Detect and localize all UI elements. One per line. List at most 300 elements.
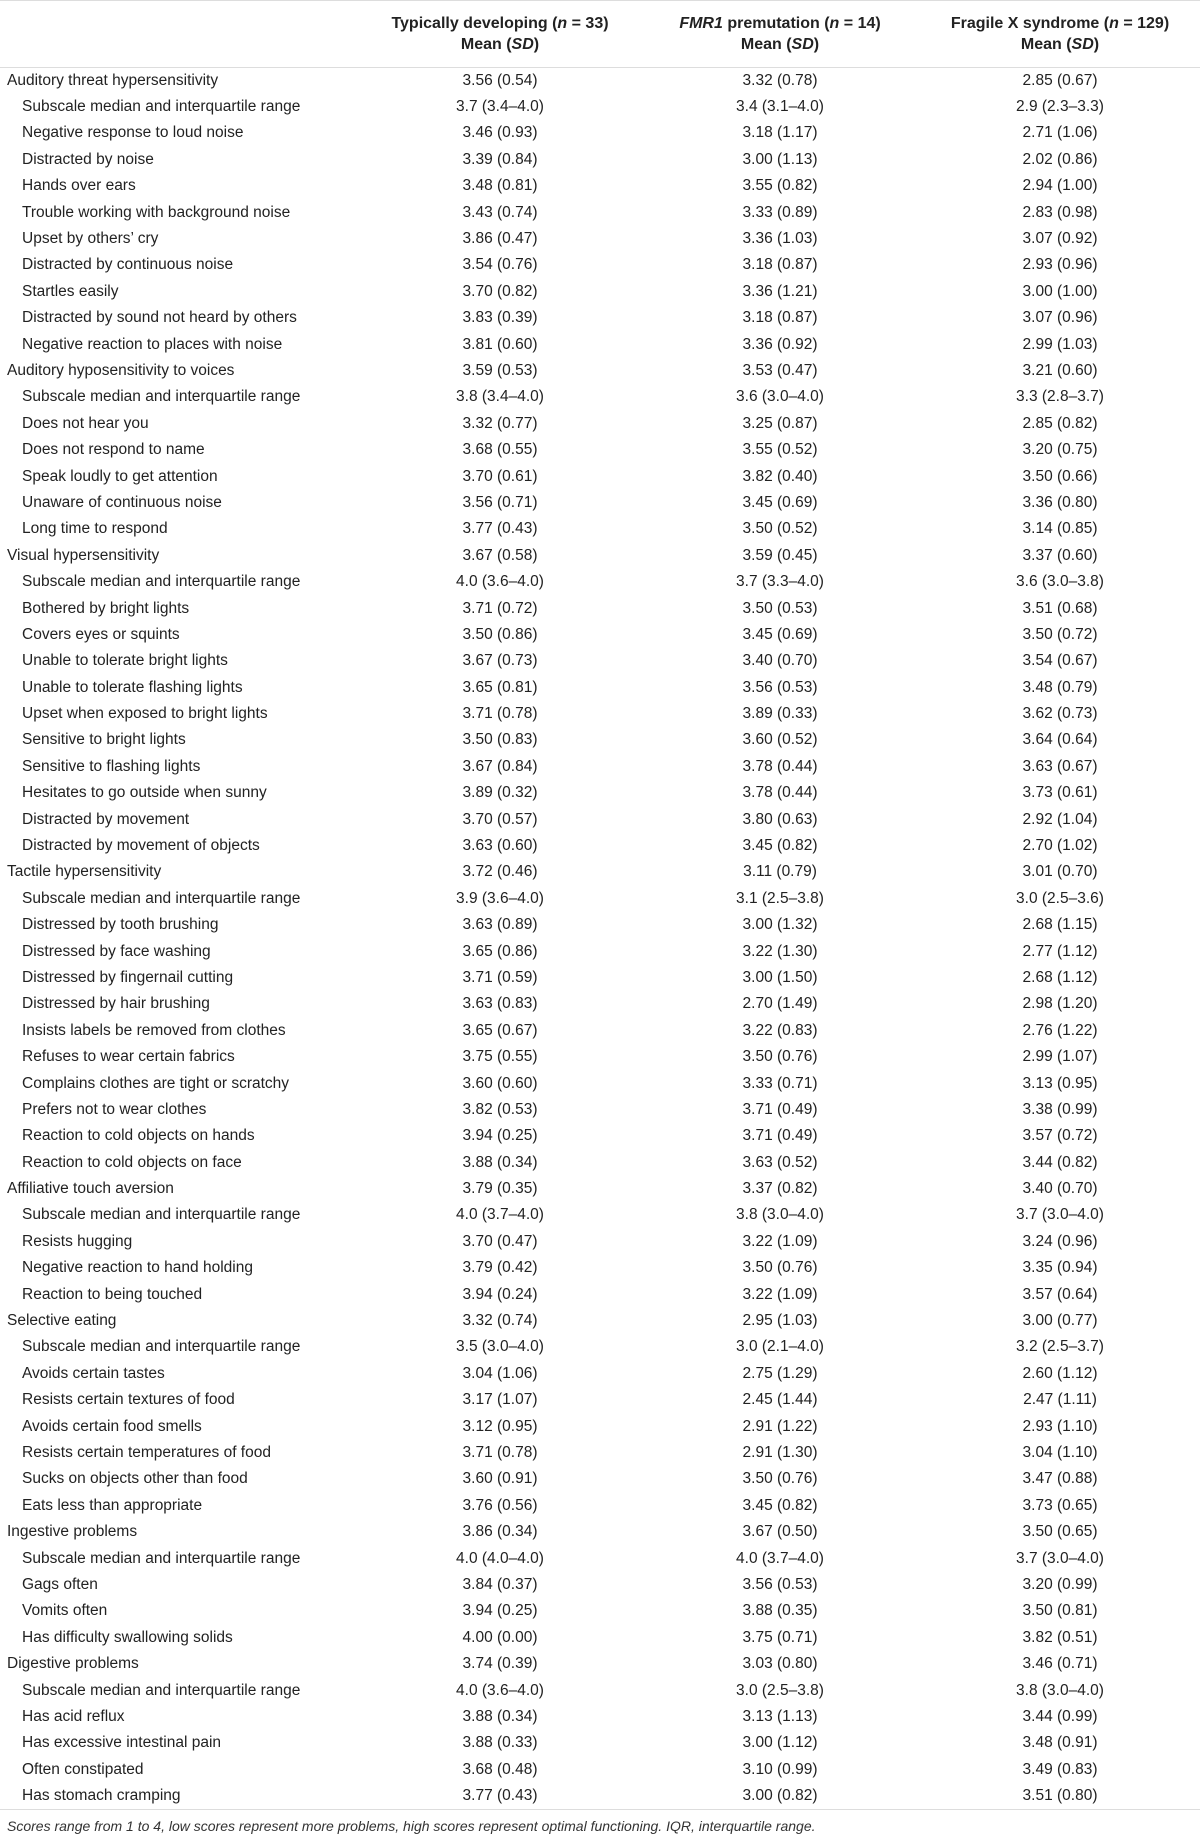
premutation-value: 3.45 (0.82) <box>742 1496 818 1514</box>
row-label: Speak loudly to get attention <box>22 467 218 485</box>
premutation-value: 3.0 (2.1–4.0) <box>736 1338 824 1356</box>
premutation-value: 3.60 (0.52) <box>742 731 818 749</box>
typically-developing-value: 3.8 (3.4–4.0) <box>456 388 544 406</box>
fragile-x-value: 2.98 (1.20) <box>1022 995 1098 1013</box>
typically-developing-value: 3.76 (0.56) <box>462 1496 538 1514</box>
typically-developing-value: 3.70 (0.82) <box>462 282 538 300</box>
table-row-item <box>0 437 1200 463</box>
premutation-value: 3.00 (1.12) <box>742 1734 818 1752</box>
row-label: Unable to tolerate flashing lights <box>22 678 243 696</box>
fragile-x-value: 2.99 (1.03) <box>1022 335 1098 353</box>
typically-developing-value: 3.79 (0.42) <box>462 1259 538 1277</box>
typically-developing-value: 3.88 (0.34) <box>462 1153 538 1171</box>
premutation-value: 2.91 (1.22) <box>742 1417 818 1435</box>
typically-developing-value: 3.67 (0.58) <box>462 546 538 564</box>
premutation-value: 3.37 (0.82) <box>742 1180 818 1198</box>
row-label: Startles easily <box>22 282 119 300</box>
fragile-x-value: 2.76 (1.22) <box>1022 1021 1098 1039</box>
premutation-value: 3.45 (0.69) <box>742 625 818 643</box>
typically-developing-value: 3.70 (0.61) <box>462 467 538 485</box>
premutation-value: 3.00 (1.50) <box>742 968 818 986</box>
row-label: Resists certain temperatures of food <box>22 1444 271 1461</box>
typically-developing-value: 3.70 (0.47) <box>462 1232 538 1250</box>
row-label: Subscale median and interquartile range <box>22 1681 301 1699</box>
premutation-value: 3.10 (0.99) <box>742 1760 818 1778</box>
row-label: Distracted by noise <box>22 150 154 168</box>
table-row-item <box>0 1123 1200 1149</box>
premutation-value: 2.70 (1.49) <box>742 995 818 1013</box>
row-label: Upset by others’ cry <box>22 230 159 248</box>
header-pm-gene: FMR1 <box>679 15 723 32</box>
fragile-x-value: 3.7 (3.0–4.0) <box>1016 1549 1104 1567</box>
fragile-x-value: 3.57 (0.72) <box>1022 1127 1098 1145</box>
fragile-x-value: 3.51 (0.80) <box>920 1783 1200 1809</box>
premutation-value: 3.18 (0.87) <box>742 256 818 274</box>
header-fxs-sub: Mean ( <box>1020 36 1072 53</box>
table-row-item <box>0 1255 1200 1281</box>
table-row-item <box>0 120 1200 146</box>
row-label: Sensitive to flashing lights <box>22 757 201 775</box>
typically-developing-value: 3.94 (0.25) <box>462 1602 538 1620</box>
fragile-x-value: 3.07 (0.96) <box>1022 309 1098 327</box>
row-label: Reaction to cold objects on hands <box>22 1127 255 1145</box>
premutation-value: 3.22 (1.09) <box>742 1232 818 1250</box>
header-fxs-count: = 129) <box>1118 15 1170 32</box>
table-row-domain <box>0 1308 1200 1334</box>
fragile-x-value: 3.54 (0.67) <box>1022 652 1098 670</box>
premutation-value: 3.71 (0.49) <box>742 1100 818 1118</box>
premutation-value: 3.88 (0.35) <box>742 1602 818 1620</box>
fragile-x-value: 2.60 (1.12) <box>1022 1364 1098 1382</box>
row-label: Subscale median and interquartile range <box>22 1549 301 1567</box>
header-fxs-group: Fragile X syndrome <box>950 15 1100 32</box>
table-row-item <box>0 1229 1200 1255</box>
typically-developing-value: 3.54 (0.76) <box>462 256 538 274</box>
header-fxs-sd: SD <box>1071 36 1094 53</box>
typically-developing-value: 3.74 (0.39) <box>462 1655 538 1673</box>
fragile-x-value: 2.92 (1.04) <box>1022 810 1098 828</box>
fragile-x-value: 3.62 (0.73) <box>1022 705 1098 723</box>
header-td-close: ) <box>533 36 540 53</box>
fragile-x-value: 3.20 (0.99) <box>1022 1575 1098 1593</box>
table-row-item <box>0 1387 1200 1413</box>
header-typically-developing: Typically developing (n = 33) Mean (SD) <box>360 1 640 68</box>
premutation-value: 3.03 (0.80) <box>742 1655 818 1673</box>
premutation-value: 3.78 (0.44) <box>742 757 818 775</box>
fragile-x-value: 2.93 (0.96) <box>1022 256 1098 274</box>
fragile-x-value: 3.01 (0.70) <box>1022 863 1098 881</box>
table-row-median <box>0 1202 1200 1228</box>
table-row-item <box>0 1018 1200 1044</box>
typically-developing-value: 3.82 (0.53) <box>462 1100 538 1118</box>
table-row-item <box>0 1361 1200 1387</box>
row-label: Does not respond to name <box>22 441 205 459</box>
premutation-value: 3.00 (1.13) <box>742 150 818 168</box>
premutation-value: 3.50 (0.76) <box>742 1048 818 1066</box>
premutation-value: 3.40 (0.70) <box>742 652 818 670</box>
premutation-value: 3.59 (0.45) <box>742 546 818 564</box>
table-row-domain <box>0 859 1200 885</box>
row-label: Auditory threat hypersensitivity <box>7 71 219 89</box>
header-row <box>0 1 1200 68</box>
table-row-item <box>0 701 1200 727</box>
table-row-domain <box>0 1176 1200 1202</box>
premutation-value: 3.22 (1.30) <box>742 942 818 960</box>
typically-developing-value: 4.0 (4.0–4.0) <box>456 1549 544 1567</box>
row-label: Distressed by tooth brushing <box>22 916 219 934</box>
fragile-x-value: 3.48 (0.91) <box>1022 1734 1098 1752</box>
premutation-value: 3.53 (0.47) <box>742 361 818 379</box>
premutation-value: 3.18 (1.17) <box>742 124 818 142</box>
typically-developing-value: 3.12 (0.95) <box>462 1417 538 1435</box>
typically-developing-value: 3.71 (0.72) <box>462 599 538 617</box>
typically-developing-value: 3.50 (0.86) <box>462 625 538 643</box>
fragile-x-value: 3.38 (0.99) <box>1022 1100 1098 1118</box>
fragile-x-value: 3.46 (0.71) <box>1022 1655 1098 1673</box>
row-label: Ingestive problems <box>7 1523 138 1541</box>
fragile-x-value: 3.8 (3.0–4.0) <box>1016 1681 1104 1699</box>
table-row-item <box>0 1150 1200 1176</box>
fragile-x-value: 3.2 (2.5–3.7) <box>1016 1338 1104 1356</box>
fragile-x-value: 3.50 (0.72) <box>1022 625 1098 643</box>
row-label: Distressed by face washing <box>22 942 211 960</box>
typically-developing-value: 4.0 (3.6–4.0) <box>456 573 544 591</box>
premutation-value: 3.80 (0.63) <box>742 810 818 828</box>
table-row-item <box>0 595 1200 621</box>
table-row-median <box>0 886 1200 912</box>
header-td-sub: Mean ( <box>460 36 512 53</box>
table-row-item <box>0 463 1200 489</box>
table-header <box>0 1 1200 68</box>
row-label: Distracted by movement <box>22 810 190 828</box>
table-row-item <box>0 727 1200 753</box>
typically-developing-value: 3.67 (0.73) <box>462 652 538 670</box>
typically-developing-value: 3.9 (3.6–4.0) <box>456 889 544 907</box>
premutation-value: 4.0 (3.7–4.0) <box>736 1549 824 1567</box>
fragile-x-value: 2.68 (1.12) <box>1022 968 1098 986</box>
table-row-item <box>0 1440 1200 1466</box>
table-row-domain <box>0 1651 1200 1677</box>
header-td-group: Typically developing <box>391 15 548 32</box>
typically-developing-value: 3.70 (0.57) <box>462 810 538 828</box>
table-row-item <box>0 806 1200 832</box>
typically-developing-value: 3.68 (0.55) <box>462 441 538 459</box>
fragile-x-value: 3.64 (0.64) <box>1022 731 1098 749</box>
premutation-value: 3.82 (0.40) <box>742 467 818 485</box>
table-row-item <box>0 912 1200 938</box>
row-label: Avoids certain tastes <box>22 1364 165 1382</box>
typically-developing-value: 3.65 (0.67) <box>462 1021 538 1039</box>
fragile-x-value: 2.02 (0.86) <box>1022 150 1098 168</box>
premutation-value: 3.45 (0.82) <box>742 837 818 855</box>
typically-developing-value: 3.67 (0.84) <box>462 757 538 775</box>
typically-developing-value: 3.68 (0.48) <box>462 1760 538 1778</box>
row-label: Subscale median and interquartile range <box>22 1338 301 1356</box>
premutation-value: 3.50 (0.76) <box>742 1470 818 1488</box>
row-label: Trouble working with background noise <box>22 203 291 221</box>
typically-developing-value: 3.43 (0.74) <box>462 203 538 221</box>
table-body <box>0 68 1200 1810</box>
typically-developing-value: 3.88 (0.34) <box>462 1707 538 1725</box>
typically-developing-value: 3.46 (0.93) <box>462 124 538 142</box>
header-pm-sub: Mean ( <box>740 36 792 53</box>
fragile-x-value: 3.21 (0.60) <box>1022 361 1098 379</box>
table-row-item <box>0 490 1200 516</box>
row-label: Hesitates to go outside when sunny <box>22 784 267 802</box>
premutation-value: 3.6 (3.0–4.0) <box>736 388 824 406</box>
row-label: Distressed by hair brushing <box>22 995 210 1013</box>
premutation-value: 3.56 (0.53) <box>742 1575 818 1593</box>
premutation-value: 3.22 (1.09) <box>742 1285 818 1303</box>
premutation-value: 3.7 (3.3–4.0) <box>736 573 824 591</box>
typically-developing-value: 3.04 (1.06) <box>462 1364 538 1382</box>
table-row-item <box>0 279 1200 305</box>
fragile-x-value: 3.47 (0.88) <box>1022 1470 1098 1488</box>
row-label: Covers eyes or squints <box>22 625 180 643</box>
row-label: Does not hear you <box>22 414 149 432</box>
fragile-x-value: 3.37 (0.60) <box>1022 546 1098 564</box>
fragile-x-value: 3.48 (0.79) <box>1022 678 1098 696</box>
typically-developing-value: 3.86 (0.34) <box>462 1523 538 1541</box>
fragile-x-value: 3.20 (0.75) <box>1022 441 1098 459</box>
table-row-item <box>0 1097 1200 1123</box>
typically-developing-value: 3.63 (0.60) <box>462 837 538 855</box>
table-row-item <box>0 991 1200 1017</box>
typically-developing-value: 3.56 (0.54) <box>462 71 538 89</box>
typically-developing-value: 3.71 (0.78) <box>462 705 538 723</box>
row-label: Visual hypersensitivity <box>7 546 160 564</box>
fragile-x-value: 3.04 (1.10) <box>1022 1444 1098 1461</box>
premutation-value: 3.32 (0.78) <box>742 71 818 89</box>
table-row-item <box>0 1070 1200 1096</box>
table-row-item <box>0 226 1200 252</box>
typically-developing-value: 3.84 (0.37) <box>462 1575 538 1593</box>
header-pm-count: = 14) <box>839 15 881 32</box>
table-row-item <box>0 1625 1200 1651</box>
fragile-x-value: 3.50 (0.66) <box>1022 467 1098 485</box>
typically-developing-value: 4.0 (3.6–4.0) <box>456 1681 544 1699</box>
fragile-x-value: 3.40 (0.70) <box>1022 1180 1098 1198</box>
premutation-value: 3.00 (0.82) <box>640 1783 920 1809</box>
row-label: Negative reaction to hand holding <box>22 1259 253 1277</box>
fragile-x-value: 3.50 (0.65) <box>1022 1523 1098 1541</box>
premutation-value: 3.36 (1.03) <box>742 230 818 248</box>
row-label: Upset when exposed to bright lights <box>22 705 268 723</box>
table-row-item <box>0 199 1200 225</box>
row-label: Digestive problems <box>7 1655 139 1673</box>
premutation-value: 3.25 (0.87) <box>742 414 818 432</box>
typically-developing-value: 3.7 (3.4–4.0) <box>456 98 544 116</box>
typically-developing-value: 3.72 (0.46) <box>462 863 538 881</box>
header-item-column <box>0 1 360 68</box>
fragile-x-value: 3.36 (0.80) <box>1022 493 1098 511</box>
typically-developing-value: 3.48 (0.81) <box>462 177 538 195</box>
typically-developing-value: 3.39 (0.84) <box>462 150 538 168</box>
premutation-value: 3.4 (3.1–4.0) <box>736 98 824 116</box>
fragile-x-value: 3.07 (0.92) <box>1022 230 1098 248</box>
header-fxs-n: n <box>1109 15 1119 32</box>
premutation-value: 3.55 (0.82) <box>742 177 818 195</box>
fragile-x-value: 2.71 (1.06) <box>1022 124 1098 142</box>
table-row-item <box>0 516 1200 542</box>
table-row-item <box>0 1730 1200 1756</box>
typically-developing-value: 4.00 (0.00) <box>462 1628 538 1646</box>
typically-developing-value: 3.77 (0.43) <box>360 1783 640 1809</box>
premutation-value: 3.0 (2.5–3.8) <box>736 1681 824 1699</box>
premutation-value: 3.1 (2.5–3.8) <box>736 889 824 907</box>
row-label: Unable to tolerate bright lights <box>22 652 228 670</box>
row-label: Has difficulty swallowing solids <box>22 1628 233 1646</box>
typically-developing-value: 3.50 (0.83) <box>462 731 538 749</box>
table-row-item <box>0 938 1200 964</box>
row-label: Often constipated <box>22 1760 144 1778</box>
typically-developing-value: 3.71 (0.59) <box>462 968 538 986</box>
table-row-domain <box>0 68 1200 94</box>
premutation-value: 3.00 (1.32) <box>742 916 818 934</box>
row-label: Vomits often <box>22 1602 108 1620</box>
premutation-value: 3.50 (0.52) <box>742 520 818 538</box>
table-row-item <box>0 780 1200 806</box>
table-row-item <box>0 965 1200 991</box>
fragile-x-value: 2.68 (1.15) <box>1022 916 1098 934</box>
typically-developing-value: 3.17 (1.07) <box>462 1391 538 1409</box>
header-fragile-x: Fragile X syndrome (n = 129) Mean (SD) <box>920 1 1200 68</box>
table-row-item <box>0 1044 1200 1070</box>
fragile-x-value: 3.73 (0.61) <box>1022 784 1098 802</box>
row-label: Refuses to wear certain fabrics <box>22 1048 235 1066</box>
table-row-item <box>0 1413 1200 1439</box>
fragile-x-value: 2.85 (0.82) <box>1022 414 1098 432</box>
premutation-value: 3.18 (0.87) <box>742 309 818 327</box>
table-footnote: Scores range from 1 to 4, low scores represent more problems, high scores represent optimal functioning. IQR, interquartile range. <box>7 1818 816 1834</box>
row-label: Tactile hypersensitivity <box>7 863 162 881</box>
typically-developing-value: 3.94 (0.25) <box>462 1127 538 1145</box>
fragile-x-value: 2.70 (1.02) <box>1022 837 1098 855</box>
table-row-item <box>0 411 1200 437</box>
premutation-value: 3.50 (0.53) <box>742 599 818 617</box>
row-label: Eats less than appropriate <box>22 1496 203 1514</box>
table-row-item <box>0 173 1200 199</box>
row-label: Negative reaction to places with noise <box>22 335 283 353</box>
row-label: Distracted by movement of objects <box>22 837 260 855</box>
fragile-x-value: 3.6 (3.0–3.8) <box>1016 573 1104 591</box>
table-row-median <box>0 1677 1200 1703</box>
premutation-value: 2.95 (1.03) <box>742 1312 818 1330</box>
fragile-x-value: 2.77 (1.12) <box>1022 942 1098 960</box>
row-label: Has stomach cramping <box>0 1783 360 1809</box>
header-fmr1-premutation <box>640 1 920 68</box>
row-label: Resists hugging <box>22 1232 133 1250</box>
typically-developing-value: 3.32 (0.77) <box>462 414 538 432</box>
typically-developing-value: 4.0 (3.7–4.0) <box>456 1206 544 1224</box>
premutation-value: 3.55 (0.52) <box>742 441 818 459</box>
typically-developing-value: 3.71 (0.78) <box>462 1444 538 1461</box>
table-row-item <box>0 305 1200 331</box>
table-row-item <box>0 1757 1200 1783</box>
fragile-x-value: 3.35 (0.94) <box>1022 1259 1098 1277</box>
header-fxs-close: ) <box>1093 36 1100 53</box>
header-pm-rest: premutation ( <box>722 15 830 32</box>
premutation-value: 3.56 (0.53) <box>742 678 818 696</box>
fragile-x-value: 3.00 (0.77) <box>1022 1312 1098 1330</box>
row-label: Unaware of continuous noise <box>22 493 222 511</box>
typically-developing-value: 3.32 (0.74) <box>462 1312 538 1330</box>
fragile-x-value: 3.50 (0.81) <box>1022 1602 1098 1620</box>
row-label: Has excessive intestinal pain <box>22 1734 222 1752</box>
premutation-value: 3.36 (1.21) <box>742 282 818 300</box>
premutation-value: 2.45 (1.44) <box>742 1391 818 1409</box>
typically-developing-value: 3.65 (0.86) <box>462 942 538 960</box>
premutation-value: 2.91 (1.30) <box>742 1444 818 1461</box>
premutation-value: 3.67 (0.50) <box>742 1523 818 1541</box>
table-row-domain <box>0 358 1200 384</box>
premutation-value: 3.78 (0.44) <box>742 784 818 802</box>
typically-developing-value: 3.56 (0.71) <box>462 493 538 511</box>
row-label: Complains clothes are tight or scratchy <box>22 1074 290 1092</box>
row-label: Avoids certain food smells <box>22 1417 202 1435</box>
typically-developing-value: 3.60 (0.60) <box>462 1074 538 1092</box>
premutation-value: 2.75 (1.29) <box>742 1364 818 1382</box>
table-row-item <box>0 1493 1200 1519</box>
table-row-item <box>0 754 1200 780</box>
row-label: Subscale median and interquartile range <box>22 1206 301 1224</box>
row-label: Gags often <box>22 1575 98 1593</box>
typically-developing-value: 3.88 (0.33) <box>462 1734 538 1752</box>
typically-developing-value: 3.63 (0.83) <box>462 995 538 1013</box>
table-row-item <box>0 1281 1200 1307</box>
table-row-item <box>0 1704 1200 1730</box>
row-label: Resists certain textures of food <box>22 1391 235 1409</box>
fragile-x-value: 3.51 (0.68) <box>1022 599 1098 617</box>
typically-developing-value: 3.94 (0.24) <box>462 1285 538 1303</box>
table-row-item <box>0 1598 1200 1624</box>
row-label: Subscale median and interquartile range <box>22 98 301 116</box>
header-pm-n: n <box>829 15 840 32</box>
table-row-item <box>0 1466 1200 1492</box>
fragile-x-value: 2.94 (1.00) <box>1022 177 1098 195</box>
fragile-x-value: 3.73 (0.65) <box>1022 1496 1098 1514</box>
typically-developing-value: 3.79 (0.35) <box>462 1180 538 1198</box>
premutation-value: 3.50 (0.76) <box>742 1259 818 1277</box>
row-label: Negative response to loud noise <box>22 124 244 142</box>
typically-developing-value: 3.77 (0.43) <box>462 520 538 538</box>
typically-developing-value: 3.86 (0.47) <box>462 230 538 248</box>
table-row-median <box>0 384 1200 410</box>
premutation-value: 3.36 (0.92) <box>742 335 818 353</box>
row-label: Subscale median and interquartile range <box>22 889 301 907</box>
typically-developing-value: 3.59 (0.53) <box>462 361 538 379</box>
row-label: Selective eating <box>7 1312 117 1330</box>
table-row-item <box>0 252 1200 278</box>
fragile-x-value: 3.13 (0.95) <box>1022 1074 1098 1092</box>
header-td-n: n <box>557 15 568 32</box>
row-label: Sensitive to bright lights <box>22 731 186 749</box>
row-label: Subscale median and interquartile range <box>22 573 301 591</box>
table-row-item <box>0 622 1200 648</box>
header-td-count: = 33) <box>567 15 609 32</box>
row-label: Subscale median and interquartile range <box>22 388 301 406</box>
row-label: Bothered by bright lights <box>22 599 190 617</box>
premutation-value: 3.45 (0.69) <box>742 493 818 511</box>
typically-developing-value: 3.65 (0.81) <box>462 678 538 696</box>
fragile-x-value: 3.0 (2.5–3.6) <box>1016 889 1104 907</box>
premutation-value: 3.63 (0.52) <box>742 1153 818 1171</box>
premutation-value: 3.89 (0.33) <box>742 705 818 723</box>
typically-developing-value: 3.83 (0.39) <box>462 309 538 327</box>
fragile-x-value: 3.7 (3.0–4.0) <box>1016 1206 1104 1224</box>
typically-developing-value: 3.5 (3.0–4.0) <box>456 1338 544 1356</box>
row-label: Auditory hyposensitivity to voices <box>7 361 235 379</box>
